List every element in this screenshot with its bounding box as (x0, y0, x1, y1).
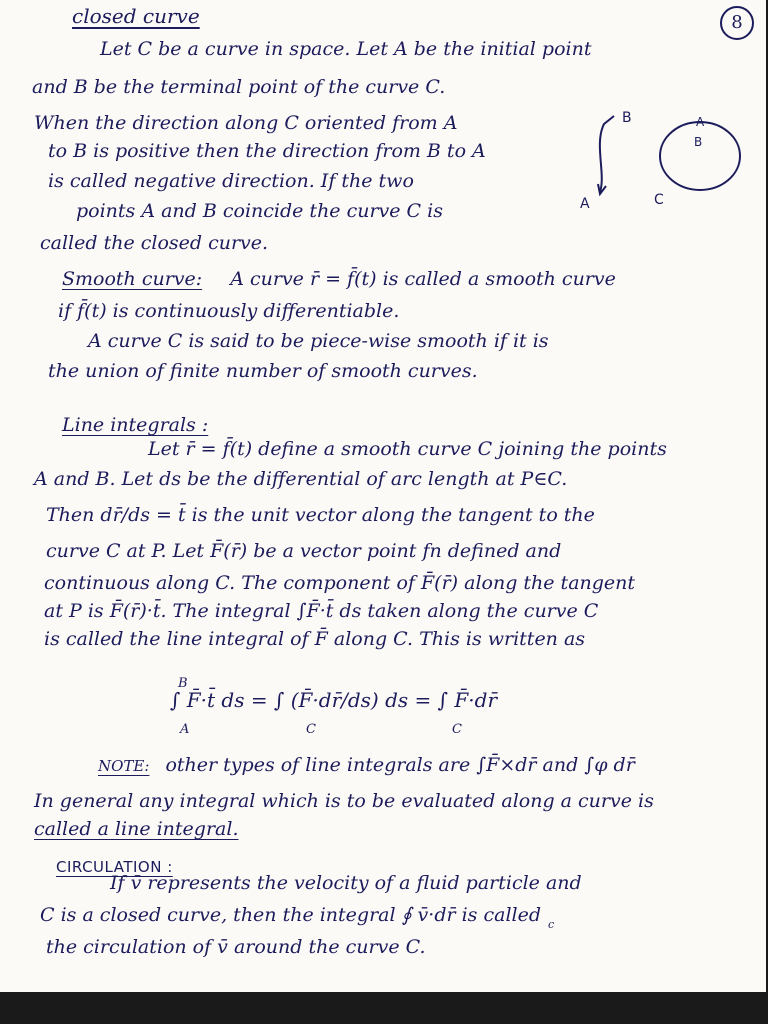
label-b-open: B (622, 110, 632, 126)
circulation-oint-subscript: c (548, 918, 555, 931)
note-label: NOTE: (98, 757, 150, 775)
closed-curve-figure (570, 104, 750, 224)
line-integral-formula: ∫ F̄·t̄ ds = ∫ (F̄·dr̄/ds) ds = ∫ F̄·dr̄ (170, 688, 498, 712)
smooth-curve-line-4: the union of finite number of smooth curves. (48, 360, 478, 382)
line-integrals-line-5: continuous along C. The component of F̄(r̄) along the tangent (44, 572, 636, 594)
formula-upper-limit: B (178, 676, 188, 691)
note-text: other types of line integrals are ∫F̄×dr̄ and ∫φ dr̄ (165, 754, 635, 776)
line-integrals-line-3: Then dr̄/ds = t̄ is the unit vector along the tangent to the (46, 504, 595, 526)
closed-curve-line-3: When the direction along C oriented from A (34, 112, 458, 134)
line-integrals-line-4: curve C at P. Let F̄(r̄) be a vector point fn defined and (46, 540, 562, 562)
heading-circulation: CIRCULATION : (56, 858, 173, 876)
circulation-line-3: the circulation of v̄ around the curve C. (46, 936, 426, 958)
closed-curve-line-7: called the closed curve. (40, 232, 269, 254)
smooth-curve-line-1: A curve r̄ = f̄(t) is called a smooth curve (230, 268, 616, 290)
smooth-curve-line-3: A curve C is said to be piece-wise smooth if it is (88, 330, 549, 352)
note-row (98, 754, 635, 776)
heading-closed-curve: closed curve (72, 4, 200, 28)
closed-curve-line-2: and B be the terminal point of the curve C. (32, 76, 446, 98)
line-integrals-line-6: at P is F̄(r̄)·t̄. The integral ∫F̄·t̄ ds taken along the curve C (44, 600, 599, 622)
formula-lower-limit: A (180, 722, 190, 737)
smooth-curve-line-2: if f̄(t) is continuously differentiable. (58, 300, 400, 322)
line-integrals-line-1: Let r̄ = f̄(t) define a smooth curve C joining the points (148, 438, 667, 460)
line-integrals-line-2: A and B. Let ds be the differential of arc length at P∈C. (34, 468, 568, 490)
closed-curve-line-6: points A and B coincide the curve C is (76, 200, 443, 222)
label-c-closed: C (654, 192, 664, 208)
circulation-line-2: C is a closed curve, then the integral ∮ v̄·dr̄ is called (40, 904, 542, 926)
closed-curve-line-5: is called negative direction. If the two (48, 170, 414, 192)
open-curve-path (600, 116, 614, 192)
smooth-curve-row (62, 268, 616, 290)
closed-curve-ellipse (660, 122, 740, 190)
label-a-open: A (580, 196, 590, 212)
closed-curve-line-4: to B is positive then the direction from B to A (48, 140, 486, 162)
general-line-2: called a line integral. (34, 818, 239, 840)
circulation-line-1: If v̄ represents the velocity of a fluid particle and (110, 872, 582, 894)
bottom-border (0, 992, 768, 1024)
general-line-1: In general any integral which is to be evaluated along a curve is (34, 790, 654, 812)
label-a-closed: A (696, 115, 705, 129)
formula-lower-c-2: C (452, 722, 462, 737)
heading-smooth-curve: Smooth curve: (62, 268, 203, 290)
formula-lower-c-1: C (306, 722, 316, 737)
closed-curve-line-1: Let C be a curve in space. Let A be the initial point (100, 38, 592, 60)
page-number: 8 (720, 6, 754, 40)
heading-line-integrals: Line integrals : (62, 414, 209, 436)
label-b-closed: B (694, 135, 703, 149)
line-integrals-line-7: is called the line integral of F̄ along C. This is written as (44, 628, 586, 650)
